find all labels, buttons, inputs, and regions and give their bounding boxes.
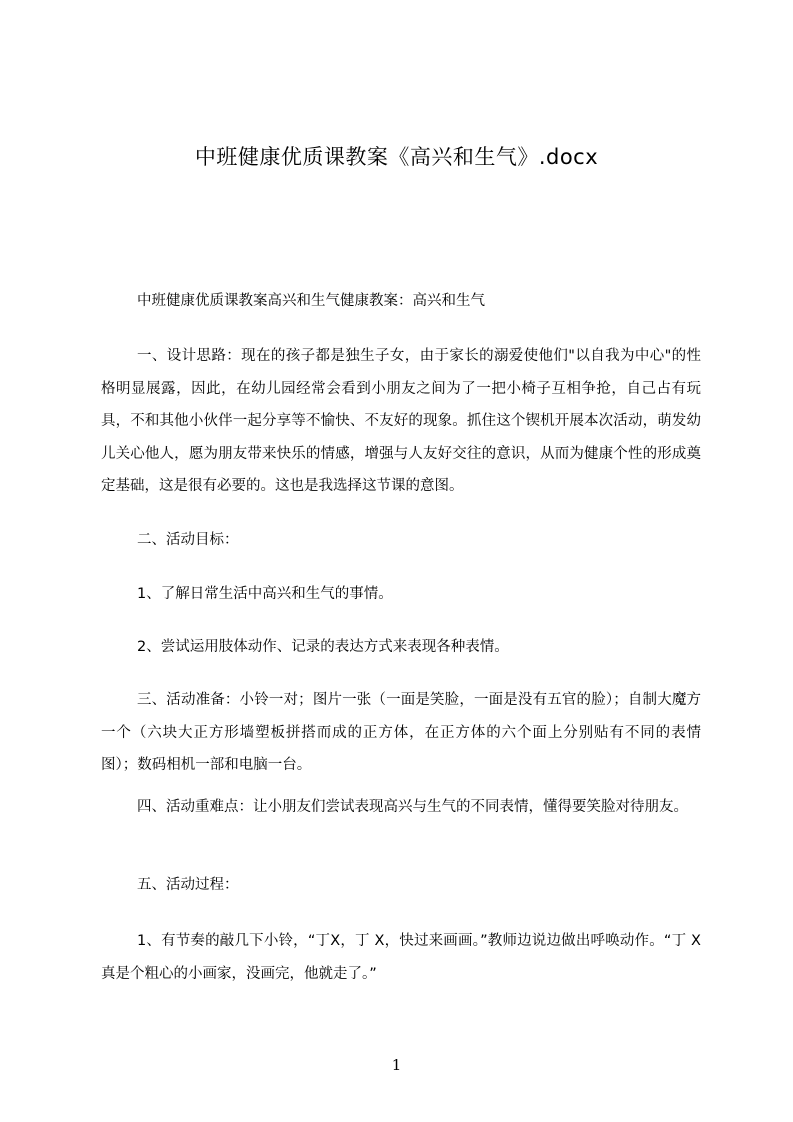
paragraph-key-points: 四、活动重难点：让小朋友们尝试表现高兴与生气的不同表情，懂得要笑脸对待朋友。 [137,799,688,815]
paragraph-design-idea: 一、设计思路：现在的孩子都是独生子女，由于家长的溺爱使他们"以自我为中心"的性格明显展露，因此，在幼儿园经常会看到小朋友之间为了一把小椅子互相争抢，自己占有玩具，不和其他小伙伴一起分享等不愉快、不友好的现象。抓住这个锲机开展本次活动，萌发幼儿关心他人，愿为朋友带来快乐的情感，增强与人友好交往的意识，从而为健康个性的形成奠定基础，这是很有必要的。这也是我选择这节课的意图。 [101,348,701,494]
paragraph-process-step-1: 1、有节奏的敲几下小铃，“丁X，丁 X，快过来画画。”教师边说边做出呼唤动作。“丁 X 真是个粗心的小画家，没画完，他就走了。” [101,933,701,982]
page-number: 1 [391,1056,402,1074]
paragraph-preparation: 三、活动准备：小铃一对；图片一张（一面是笑脸，一面是没有五官的脸）；自制大魔方一个（六块大正方形墙塑板拼搭而成的正方体，在正方体的六个面上分别贴有不同的表情图）；数码相机一部和电脑一台。 [101,692,701,773]
document-title: 中班健康优质课教案《高兴和生气》.docx [194,145,599,169]
paragraph-process-heading: 五、活动过程： [137,877,239,893]
paragraph-goal-1: 1、了解日常生活中高兴和生气的事情。 [137,586,393,602]
paragraph-goal-2: 2、尝试运用肢体动作、记录的表达方式来表现各种表情。 [137,639,509,655]
paragraph-goals-heading: 二、活动目标： [137,532,239,548]
paragraph-intro: 中班健康优质课教案高兴和生气健康教案：高兴和生气 [137,293,485,309]
